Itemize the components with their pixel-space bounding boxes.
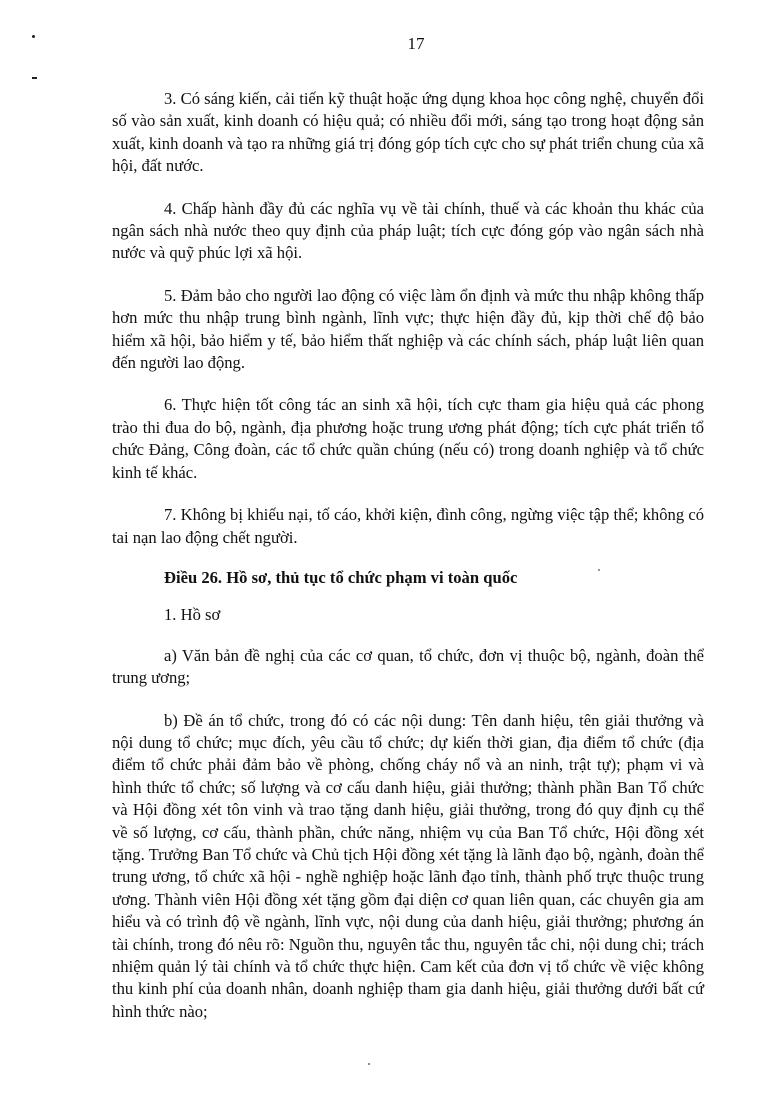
paragraph-3: 3. Có sáng kiến, cải tiến kỹ thuật hoặc ứng dụng khoa học công nghệ, chuyển đổi số vào sản xuất, kinh doanh có hiệu quả; có nhiều đổi mới, sáng tạo trong hoạt động sản xuất, kinh doanh và tạo ra những giá trị đóng góp tích cực cho sự phát triển chung của xã hội, đất nước. xyxy=(112,89,704,176)
document-body xyxy=(112,88,704,1043)
paragraph-4: 4. Chấp hành đầy đủ các nghĩa vụ về tài chính, thuế và các khoản thu khác của ngân sách nhà nước theo quy định của pháp luật; tích cực đóng góp vào ngân sách nhà nước và quỹ phúc lợi xã hội. xyxy=(112,198,704,263)
page-number: 17 xyxy=(407,34,425,53)
paragraph-5: 5. Đảm bảo cho người lao động có việc làm ổn định và mức thu nhập không thấp hơn mức thu nhập trung bình ngành, lĩnh vực; thực hiện đầy đủ, kịp thời chế độ bảo hiểm xã hội, bảo hiểm y tế, bảo hiểm thất nghiệp và các chính sách, pháp luật liên quan đến người lao động. xyxy=(112,285,704,373)
paragraph-a: a) Văn bản đề nghị của các cơ quan, tổ chức, đơn vị thuộc bộ, ngành, đoàn thể trung ương; xyxy=(112,645,704,688)
section-label: 1. Hồ sơ xyxy=(164,605,221,625)
paragraph-7: 7. Không bị khiếu nại, tố cáo, khởi kiện, đình công, ngừng việc tập thể; không có tai nạn lao động chết người. xyxy=(112,505,704,547)
scan-mark xyxy=(32,77,37,79)
paragraph-6: 6. Thực hiện tốt công tác an sinh xã hội, tích cực tham gia hiệu quả các phong trào thi đua do bộ, ngành, địa phương hoặc trung ương phát động; tích cực phát triển tổ chức Đảng, Công đoàn, các tổ chức quần chúng (nếu có) trong doanh nghiệp và tổ chức kinh tế khác. xyxy=(112,395,704,482)
scan-speck xyxy=(368,1063,370,1065)
paragraph-b: b) Đề án tổ chức, trong đó có các nội dung: Tên danh hiệu, tên giải thưởng và nội dung tổ chức; mục đích, yêu cầu tổ chức; dự kiến thời gian, địa điểm tổ chức (địa điểm tổ chức phải đảm bảo về phòng, chống cháy nổ và an ninh, trật tự); phạm vi và hình thức tổ chức; số lượng và cơ cấu danh hiệu, giải thưởng; thành phần Ban Tổ chức và Hội đồng xét tôn vinh và trao tặng danh hiệu, giải thưởng, trong đó quy định cụ thể về số lượng, cơ cấu, thành phần, chức năng, nhiệm vụ của Ban Tổ chức, Hội đồng xét tặng. Trưởng Ban Tổ chức và Chủ tịch Hội đồng xét tặng là lãnh đạo bộ, ngành, đoàn thể trung ương, tổ chức xã hội - nghề nghiệp hoặc lãnh đạo tỉnh, thành phố trực thuộc trung ương. Thành viên Hội đồng xét tặng gồm đại diện cơ quan liên quan, các chuyên gia am hiểu và có trình độ về ngành, lĩnh vực, nội dung của danh hiệu, giải thưởng; phương án tài chính, trong đó nêu rõ: Nguồn thu, nguyên tắc thu, nguyên tắc chi, nội dung chi; trách nhiệm quản lý tài chính và tổ chức thực hiện. Cam kết của đơn vị tổ chức về việc không thu kinh phí của doanh nhân, doanh nghiệp tham gia danh hiệu, giải thưởng dưới bất cứ hình thức nào; xyxy=(112,710,704,1021)
article-heading: Điều 26. Hồ sơ, thủ tục tổ chức phạm vi toàn quốc xyxy=(164,567,518,587)
